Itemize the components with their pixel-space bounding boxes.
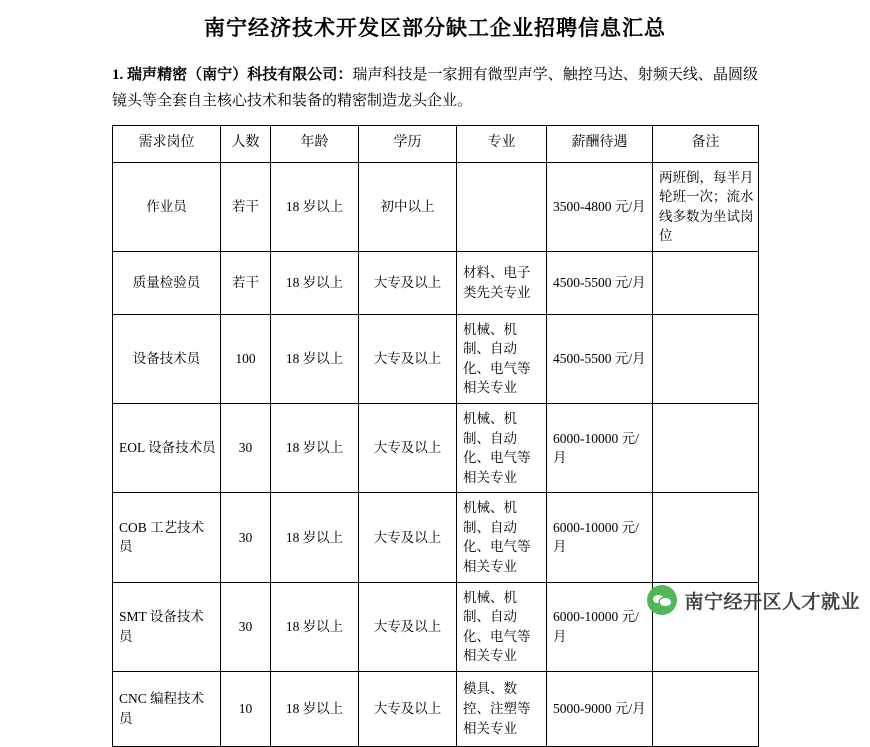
cell-position: 设备技术员: [113, 314, 221, 403]
cell-major: 机械、机制、自动化、电气等相关专业: [457, 404, 547, 493]
cell-salary: 3500-4800 元/月: [547, 162, 653, 251]
cell-position: CNC 编程技术员: [113, 671, 221, 746]
cell-education: 大专及以上: [359, 582, 457, 671]
company-name: 瑞声精密（南宁）科技有限公司：: [127, 67, 353, 83]
cell-remark: [653, 314, 759, 403]
cell-education: 大专及以上: [359, 493, 457, 582]
table-header-count: 人数: [221, 125, 271, 162]
jobs-table-container: [0, 125, 870, 747]
cell-age: 18 岁以上: [271, 314, 359, 403]
table-header-education: 学历: [359, 125, 457, 162]
cell-remark: [653, 251, 759, 314]
cell-age: 18 岁以上: [271, 251, 359, 314]
cell-salary: 6000-10000 元/月: [547, 493, 653, 582]
cell-major: 模具、数控、注塑等相关专业: [457, 671, 547, 746]
cell-major: 材料、电子类先关专业: [457, 251, 547, 314]
cell-major: 机械、机制、自动化、电气等相关专业: [457, 314, 547, 403]
cell-salary: 4500-5500 元/月: [547, 314, 653, 403]
table-row: [113, 251, 759, 314]
table-row: [113, 671, 759, 746]
table-header-age: 年龄: [271, 125, 359, 162]
cell-education: 大专及以上: [359, 404, 457, 493]
cell-education: 大专及以上: [359, 314, 457, 403]
cell-major: 机械、机制、自动化、电气等相关专业: [457, 493, 547, 582]
cell-age: 18 岁以上: [271, 493, 359, 582]
table-row: [113, 314, 759, 403]
cell-education: 初中以上: [359, 162, 457, 251]
cell-major: 机械、机制、自动化、电气等相关专业: [457, 582, 547, 671]
cell-count: 30: [221, 404, 271, 493]
watermark: [647, 585, 860, 615]
cell-position: EOL 设备技术员: [113, 404, 221, 493]
cell-major: [457, 162, 547, 251]
cell-position: COB 工艺技术员: [113, 493, 221, 582]
cell-education: 大专及以上: [359, 251, 457, 314]
cell-count: 30: [221, 493, 271, 582]
table-header-remark: 备注: [653, 125, 759, 162]
table-header-major: 专业: [457, 125, 547, 162]
table-header-position: 需求岗位: [113, 125, 221, 162]
watermark-label: 南宁经开区人才就业: [684, 591, 860, 613]
cell-remark: [653, 493, 759, 582]
cell-age: 18 岁以上: [271, 404, 359, 493]
cell-salary: 6000-10000 元/月: [547, 404, 653, 493]
company-intro-paragraph: [0, 62, 870, 115]
table-header-salary: 薪酬待遇: [547, 125, 653, 162]
table-row: [113, 493, 759, 582]
cell-count: 若干: [221, 251, 271, 314]
cell-count: 30: [221, 582, 271, 671]
cell-salary: 6000-10000 元/月: [547, 582, 653, 671]
page-title: 南宁经济技术开发区部分缺工企业招聘信息汇总: [204, 16, 666, 40]
table-row: [113, 404, 759, 493]
jobs-table: [112, 125, 759, 747]
cell-position: 质量检验员: [113, 251, 221, 314]
entry-number: 1.: [112, 67, 124, 83]
company-description: 瑞声科技是一家拥有微型声学、触控马达、射频天线、晶圆级镜头等全套自主核心技术和装备的精密制造龙头企业。: [112, 67, 758, 110]
cell-count: 10: [221, 671, 271, 746]
cell-count: 100: [221, 314, 271, 403]
cell-remark: 两班倒，每半月轮班一次；流水线多数为坐试岗位: [653, 162, 759, 251]
wechat-logo-icon: [647, 585, 677, 615]
cell-age: 18 岁以上: [271, 671, 359, 746]
cell-age: 18 岁以上: [271, 582, 359, 671]
cell-salary: 5000-9000 元/月: [547, 671, 653, 746]
cell-count: 若干: [221, 162, 271, 251]
cell-position: 作业员: [113, 162, 221, 251]
cell-education: 大专及以上: [359, 671, 457, 746]
table-row: [113, 162, 759, 251]
cell-salary: 4500-5500 元/月: [547, 251, 653, 314]
cell-remark: [653, 404, 759, 493]
cell-remark: [653, 671, 759, 746]
table-header-row: [113, 125, 759, 162]
cell-age: 18 岁以上: [271, 162, 359, 251]
cell-position: SMT 设备技术员: [113, 582, 221, 671]
